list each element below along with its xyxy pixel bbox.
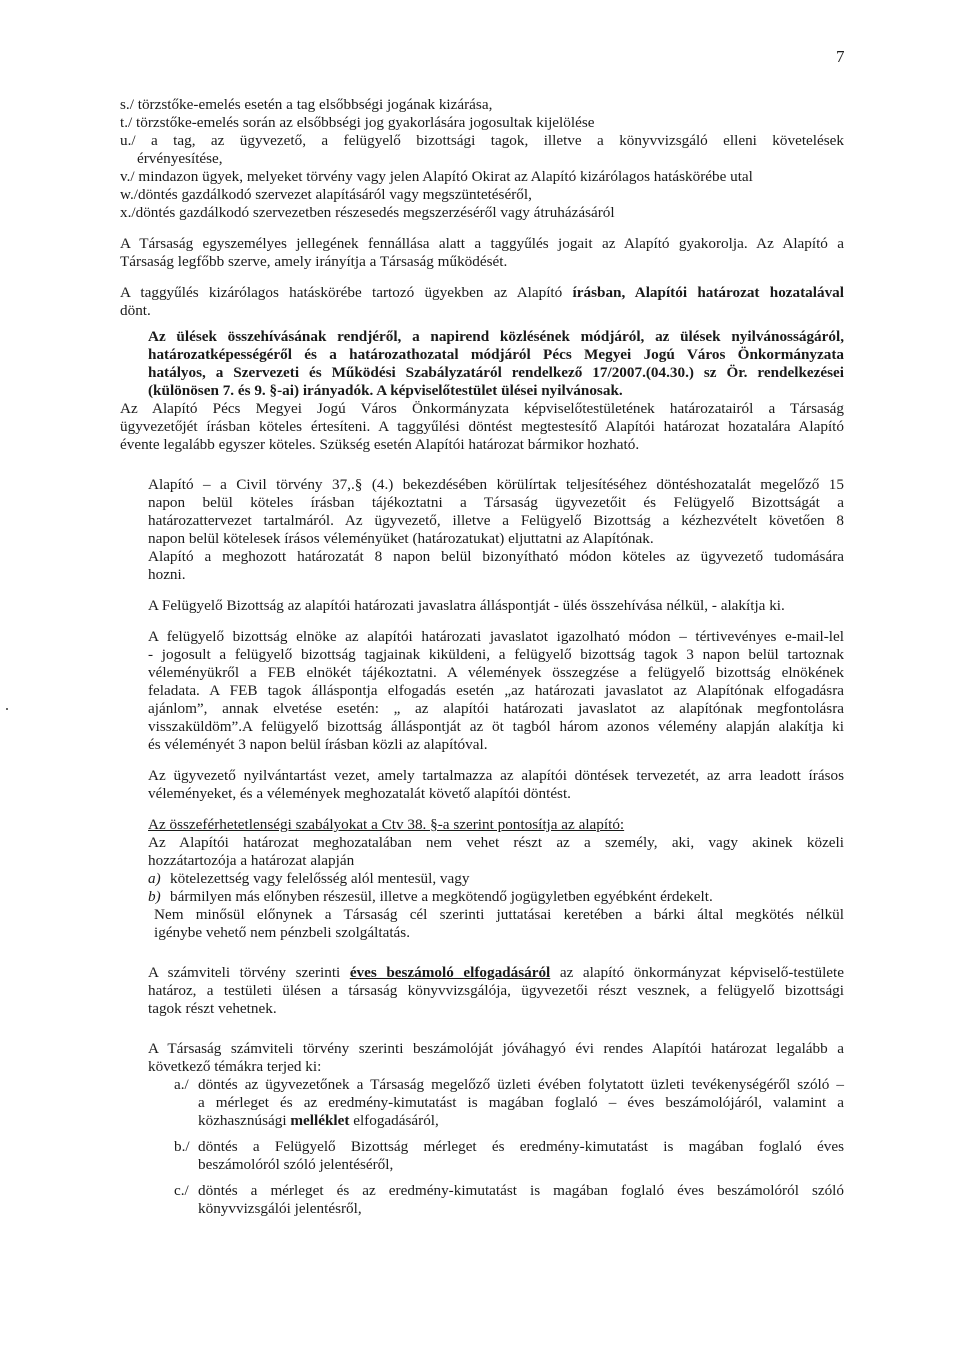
list-item-u: u./ a tag, az ügyvezető, a felügyelő bizottsági tagok, illetve a könyvvizsgáló elleni követelések érvényesítése, (120, 132, 844, 167)
paragraph-irasban-dont: A taggyűlés kizárólagos hatáskörébe tartozó ügyekben az Alapító írásban, Alapítói határozat hozatalával dönt. (120, 284, 844, 319)
list-item-w: w./döntés gazdálkodó szervezet alapításáról vagy megszüntetéséről, (120, 186, 532, 203)
paragraph-alapito-jogai: A Társaság egyszemélyes jellegének fennállása alatt a taggyűlés jogait az Alapító gyakorolja. Az Alapító a Társaság legfőbb szerve, amely irányítja a Társaság működését. (120, 235, 844, 270)
paragraph-ertesites: Az Alapító Pécs Megyei Jogú Város Önkormányzata képviselőtestületének határozatairól a Társaság ügyvezetőjét írásban köteles értesíteni. A taggyűlési döntést megtestesítő Alapítói határozat hozatalára Alapító évente legalább egyszer köteles. Szükség esetén Alapítói határozat bármikor hozható. (120, 400, 844, 453)
list-item-b: b) bármilyen más előnyben részesül, illetve a megkötendő jogügyletben egyébként érdekelt. (148, 888, 713, 905)
paragraph-feb-elnok: A felügyelő bizottság elnöke az alapítói határozati javaslatot igazolható módon – tértivevényes e-mail-lel - jogosult a felügyelő bizottság tagjainak kiküldeni, a felügyelő bizottság tagok 3 napon belül tartoznak véleményükről a FEB elnökét tájékoztatni. A vélemények összegzése a felügyelő bizottság elnökének feladata. A FEB tagok álláspontja elfogadás esetén „az határozati javaslatot az Alapítónak elfogadásra ajánlom”, annak elvetése esetén: „ az alapítói határozati javaslatot az alapítónak megfontolásra visszaküldöm”.A felügyelő bizottság álláspontját az öt tagból három azonos vélemény alapján alakítja ki és véleményét 3 napon belül írásban közli az alapítóval. (148, 628, 844, 753)
paragraph-felugyelo-bizottsag: A Felügyelő Bizottság az alapítói határozati javaslatra álláspontját - ülés összehívása nélkül, - alakítja ki. (148, 597, 785, 614)
list-item-x: x./döntés gazdálkodó szervezetben részesedés megszerzéséről vagy átruházásáról (120, 204, 615, 221)
paragraph-nyilvantartas: Az ügyvezető nyilvántartást vezet, amely tartalmazza az alapítói döntések tervezetét, az arra leadott írásos véleményeket, és a vélemények meghozatalát követő alapítói döntést. (148, 767, 844, 802)
paragraph-rendes-hatarozat: A Társaság számviteli törvény szerinti beszámolóját jóváhagyó évi rendes Alapítói határozat legalább a következő témákra terjed ki: (148, 1040, 844, 1075)
section-osszeferhetetlenseg: Az összeférhetetlenségi szabályokat a Ctv 38. §-a szerint pontosítja az alapító: Az Alapítói határozat meghozatalában nem vehet részt az a személy, aki, vagy akinek közeli hozzátartozója a határozat alapján a) kötelezettség vagy felelősség alól mentesül, vagy b) bármilyen más előnyben részesül, illetve a megkötendő jogügyletben egyébként érdekelt. Nem minősül előnynek a Társaság cél szerinti juttatásai keretében a bárki által megkötés nélkül igénybe vehető nem pénzbeli szolgáltatás. (148, 816, 844, 941)
list-item-a-dot: a./ döntés az ügyvezetőnek a Társaság megelőző üzleti évében folytatott üzleti tevékenységéről szóló – a mérleget és az eredmény-kimutatást is magában foglaló – éves beszámolójáról, valamint a közhasznúsági melléklet elfogadásáról, (174, 1076, 844, 1129)
list-top (120, 96, 844, 222)
page-number: 7 (836, 47, 845, 66)
paragraph-civil-torveny: Alapító – a Civil törvény 37,.§ (4.) bekezdésében körülírtak teljesítéséhez döntéshozatalát megelőző 15 napon belül köteles írásban tájékoztatni a Társaság ügyvezetőit és Felügyelő Bizottságát a határozattervezet tartalmáról. Az ügyvezető, illetve a Felügyelő Bizottság a kézhezvételt követően 8 napon belül kötelesek írásos véleményüket (határozatukat) eljuttatni az Alapítónak. Alapító a meghozott határozatát 8 napon belül bizonyítható módon köteles az ügyvezető tudomására hozni. (148, 476, 844, 583)
document-body (120, 96, 844, 1218)
bold-paragraph-ulesek: Az ülések összehívásának rendjéről, a napirend közlésének módjáról, az ülések nyilvánosságáról, határozatképességéről és a határozathozatal módjáról Pécs Megyei Jogú Város Önkormányzata hatályos, a Szervezeti és Működési Szabályzatáról rendelkező 17/2007.(04.30.) sz Ör. rendelkezései (különösen 7. és 9. §-ai) irányadók. A képviselőtestület ülései nyilvánosak. (148, 328, 844, 399)
list-abc (148, 1076, 844, 1218)
list-item-c-dot: c./ döntés a mérleget és az eredmény-kimutatást is magában foglaló éves beszámolóról szóló könyvvizsgálói jelentésről, (174, 1182, 844, 1217)
list-item-v: v./ mindazon ügyek, melyeket törvény vagy jelen Alapító Okirat az Alapító kizárólagos hatáskörébe utal (120, 168, 753, 185)
list-item-b-dot: b./ döntés a Felügyelő Bizottság mérleget és eredmény-kimutatást is magában foglaló éves beszámolóról szóló jelentéséről, (174, 1138, 844, 1173)
scan-mark (6, 708, 8, 710)
list-item-s: s./ törzstőke-emelés esetén a tag elsőbbségi jogának kizárása, (120, 96, 493, 113)
section-heading: Az összeférhetetlenségi szabályokat a Ctv 38. §-a szerint pontosítja az alapító: (148, 816, 625, 833)
list-item-a: a) kötelezettség vagy felelősség alól mentesül, vagy (148, 870, 470, 887)
paragraph-eves-beszamolo: A számviteli törvény szerinti éves beszámoló elfogadásáról az alapító önkormányzat képviselő-testülete határoz, a testületi ülésen a társaság könyvvizsgálója, ügyvezetői részt vesznek, a felügyelő bizottsági tagok részt vehetnek. (148, 964, 844, 1017)
list-item-t: t./ törzstőke-emelés során az elsőbbségi jog gyakorlására jogosultak kijelölése (120, 114, 595, 131)
